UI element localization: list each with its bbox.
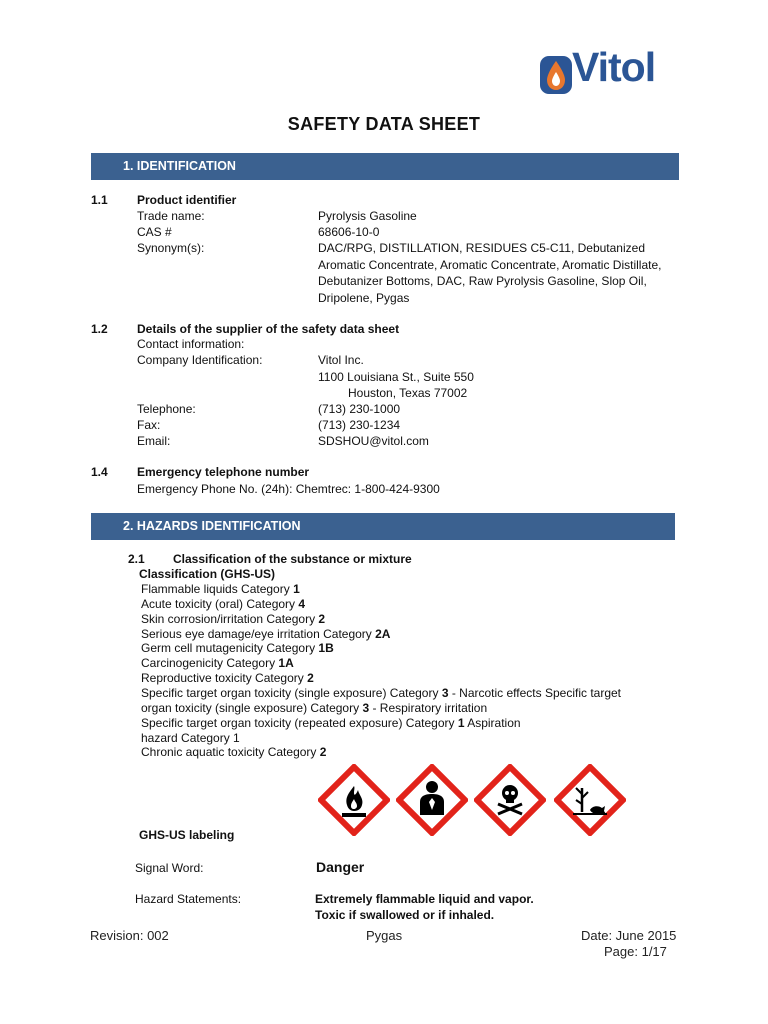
classification-text: organ toxicity (single exposure) Category [141, 700, 363, 715]
synonyms-line: Aromatic Concentrate, Aromatic Concentrate, Aromatic Distillate, [318, 257, 662, 272]
hazard-statements [315, 891, 534, 923]
contact-label: Contact information: [137, 337, 245, 351]
signal-word-label: Signal Word: [135, 861, 204, 875]
synonyms-line: Dripolene, Pygas [318, 290, 410, 305]
section-1-bar: 1. IDENTIFICATION [91, 153, 679, 180]
synonyms-line: DAC/RPG, DISTILLATION, RESIDUES C5-C11, Debutanized [318, 241, 645, 255]
classification-text: Acute toxicity (oral) Category [141, 596, 299, 611]
classification-item [141, 731, 240, 745]
trade-name-label: Trade name: [137, 209, 205, 223]
classification-category: 3 [441, 685, 449, 700]
classification-item [141, 671, 314, 685]
environment-icon [554, 764, 626, 836]
classification-category: 1 [457, 715, 465, 730]
classification-category: 4 [298, 596, 306, 611]
classification-text: Skin corrosion/irritation Category [141, 611, 319, 626]
section-1-1-title: Product identifier [137, 193, 237, 207]
page-title: SAFETY DATA SHEET [287, 114, 481, 134]
classification-item [141, 612, 325, 626]
section-1-2-number: 1.2 [91, 322, 108, 336]
hazard-statements-label: Hazard Statements: [135, 892, 242, 906]
fax-value: (713) 230-1234 [318, 418, 401, 432]
signal-word-value: Danger [316, 859, 365, 875]
cas-value: 68606-10-0 [318, 225, 380, 239]
company-line: Vitol Inc. [318, 353, 364, 367]
trade-name-value: Pyrolysis Gasoline [318, 209, 417, 223]
synonyms-line: Debutanizer Bottoms, DAC, Raw Pyrolysis Gasoline, Slop Oil, [318, 274, 647, 288]
classification-detail: - Narcotic effects Specific target [448, 685, 622, 700]
classification-category: 1B [318, 641, 334, 656]
cas-label: CAS # [137, 225, 172, 239]
classification-text: Specific target organ toxicity (single exposure) Category [141, 685, 442, 700]
section-2-1-number: 2.1 [128, 552, 145, 566]
classification-text: Specific target organ toxicity (repeated exposure) Category [141, 715, 458, 730]
classification-item [141, 597, 305, 611]
classification-detail: - Respiratory irritation [369, 700, 488, 715]
emergency-phone: Emergency Phone No. (24h): Chemtrec: 1-800-424-9300 [137, 482, 440, 496]
hazard-statement: Toxic if swallowed or if inhaled. [315, 908, 495, 922]
classification-heading: Classification (GHS-US) [139, 567, 276, 581]
classification-category: 1 [293, 582, 300, 596]
email-label: Email: [137, 434, 171, 448]
hazard-statement: Extremely flammable liquid and vapor. [315, 892, 534, 906]
footer-product: Pygas [366, 928, 403, 943]
section-1-4-title: Emergency telephone number [137, 465, 310, 479]
footer-revision: Revision: 002 [90, 928, 169, 943]
section-1-4-number: 1.4 [91, 465, 108, 479]
classification-item [141, 656, 294, 670]
classification-text: Reproductive toxicity Category [141, 671, 308, 686]
classification-text: Flammable liquids Category [141, 582, 294, 596]
classification-category: 3 [362, 700, 370, 715]
classification-text: Chronic aquatic toxicity Category [141, 745, 320, 760]
company-label: Company Identification: [137, 353, 263, 367]
classification-item [141, 716, 521, 730]
email-value[interactable]: SDSHOU@vitol.com [318, 434, 429, 448]
company-line: Houston, Texas 77002 [348, 386, 468, 400]
synonyms-value [318, 240, 688, 306]
ghs-labeling-heading: GHS-US labeling [139, 828, 235, 842]
classification-text: Serious eye damage/eye irritation Category [141, 626, 376, 641]
classification-detail: Aspiration [464, 715, 521, 730]
classification-item [141, 745, 326, 759]
footer-page: Page: 1/17 [604, 944, 667, 959]
classification-item [141, 686, 621, 700]
telephone-value: (713) 230-1000 [318, 402, 401, 416]
section-1-2-title: Details of the supplier of the safety data sheet [137, 322, 400, 336]
section-2-bar: 2. HAZARDS IDENTIFICATION [91, 513, 675, 540]
classification-text: Carcinogenicity Category [141, 656, 279, 671]
classification-item [141, 627, 390, 641]
classification-text: Germ cell mutagenicity Category [141, 641, 319, 656]
health-hazard-icon [396, 764, 468, 836]
classification-text: hazard Category 1 [141, 730, 240, 745]
classification-category: 2A [375, 626, 391, 641]
classification-item [141, 582, 300, 596]
classification-category: 2 [319, 745, 327, 760]
footer-date: Date: June 2015 [581, 928, 677, 943]
skull-crossbones-icon [474, 764, 546, 836]
classification-category: 1A [278, 656, 294, 671]
section-2-1-title: Classification of the substance or mixture [173, 552, 412, 566]
telephone-label: Telephone: [137, 402, 196, 416]
classification-category: 2 [318, 611, 326, 626]
section-1-1-number: 1.1 [91, 193, 108, 207]
classification-category: 2 [307, 671, 314, 686]
flame-icon [318, 764, 390, 836]
classification-item [141, 701, 487, 715]
synonyms-label: Synonym(s): [137, 241, 205, 255]
classification-item [141, 641, 334, 655]
logo-text: Vitol [572, 44, 656, 90]
company-value [318, 352, 688, 402]
company-line: 1100 Louisiana St., Suite 550 [318, 369, 474, 384]
fax-label: Fax: [137, 418, 161, 432]
